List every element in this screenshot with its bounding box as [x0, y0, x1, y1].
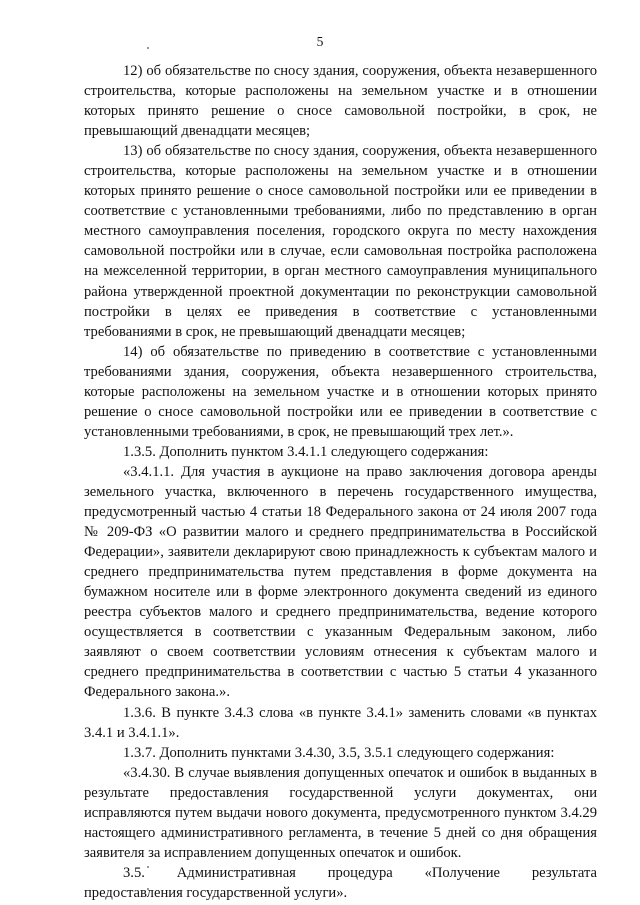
paragraph-1-3-5: 1.3.5. Дополнить пунктом 3.4.1.1 следующего содержания:: [123, 443, 489, 460]
paragraph-item-13: 13) об обязательстве по сносу здания, сооружения, объекта незавершенного строительства, которые расположены на земельном участке и в отношении которых принято решение о сносе самовольной постройки или ее приведении в соответствие с установленными требованиями, либо по представлению в орган местного самоуправления поселения, городского округа по месту нахождения самовольной постройки или в случае, если самовольная постройка расположена на межселенной территории, в орган местного самоуправления муниципального района утвержденной проектной документации по реконструкции самовольной постройки в целях ее приведения в соответствие с установленными требованиями в срок, не превышающий двенадцати месяцев;: [84, 143, 597, 340]
paragraph-1-3-6: 1.3.6. В пункте 3.4.3 слова «в пункте 3.4.1» заменить словами «в пунктах 3.4.1 и 3.4.1.1».: [84, 704, 597, 741]
section-heading-3-5: 3.5. Административная процедура «Получение результата: [123, 864, 597, 881]
paragraph-3-4-30: «3.4.30. В случае выявления допущенных опечаток и ошибок в выданных в результате предоставления государственной услуги документах, они исправляются путем выдачи нового документа, предусмотренного пунктом 3.4.29 настоящего административного регламента, в течение 5 дней со дня обращения заявителя за исправлением допущенных опечаток и ошибок.: [84, 764, 597, 861]
paragraph-item-12: 12) об обязательстве по сносу здания, сооружения, объекта незавершенного строительства, которые расположены на земельном участке и в отношении которых принято решение о сносе самовольной постройки, в срок, не превышающий двенадцати месяцев;: [84, 63, 597, 140]
section-heading-3-5-continued: предоставления государственной услуги».: [84, 884, 348, 901]
page-number: 5: [316, 34, 324, 49]
paragraph-1-3-7: 1.3.7. Дополнить пунктами 3.4.30, 3.5, 3.5.1 следующего содержания:: [123, 744, 555, 761]
document-body: [84, 61, 597, 903]
paragraph-item-14: 14) об обязательстве по приведению в соответствие с установленными требованиями здания, сооружения, объекта незавершенного строительства, которые расположены на земельном участке и в отношении которых принято решение о сносе самовольной постройки или ее приведении в соответствие с установленными требованиями, в срок, не превышающий трех лет.».: [84, 343, 597, 440]
paragraph-3-4-1-1: «3.4.1.1. Для участия в аукционе на право заключения договора аренды земельного участка, включенного в перечень государственного имущества, предусмотренный частью 4 статьи 18 Федерального закона от 24 июля 2007 года № 209-ФЗ «О развитии малого и среднего предпринимательства в Российской Федерации», заявители декларируют свою принадлежность к субъектам малого и среднего предпринимательства путем представления в форме документа на бумажном носителе или в форме электронного документа сведений из единого реестра субъектов малого и среднего предпринимательства, ведение которого осуществляется в соответствии с указанным Федеральным законом, либо заявляют о своем соответствии условиям отнесения к субъектам малого и среднего предпринимательства в соответствии с частью 5 статьи 4 указанного Федерального закона.».: [84, 463, 597, 701]
margin-speck: [147, 47, 149, 49]
